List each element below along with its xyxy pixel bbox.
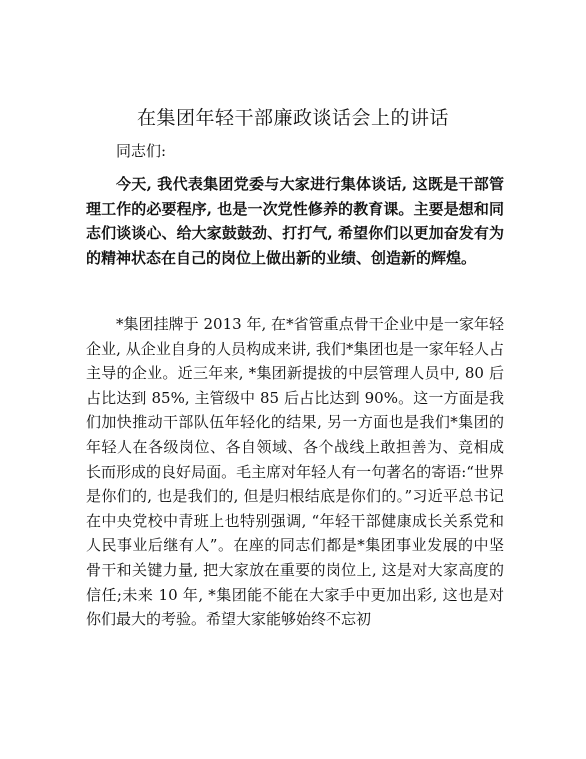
salutation: 同志们:: [116, 142, 167, 160]
document-title: 在集团年轻干部廉政谈话会上的讲话: [136, 107, 449, 129]
paragraph-body: *集团挂牌于 2013 年, 在*省管重点骨干企业中是一家年轻企业, 从企业自身的人员构成来讲, 我们*集团也是一家年轻人占主导的企业。近三年来, *集团新提拔的中层管理人员中, 80 后占比达到 85%, 主管级中 85 后占比达到 90%。这一方面是我们加快推动干部队伍年轻化的结果, 另一方面也是我们*集团的年轻人在各级岗位、各自领域、各个战线上敢担善为、竞相成长而形成的良好局面。毛主席对年轻人有一句著名的寄语:“世界是你们的, 也是我们的, 但是归根结底是你们的。”习近平总书记在中央党校中青班上也特别强调, “年轻干部健康成长关系党和人民事业后继有人”。在座的同志们都是*集团事业发展的中坚骨干和关键力量, 把大家放在重要的岗位上, 这是对大家高度的信任;未来 10 年, *集团能不能在大家手中更加出彩, 这也是对你们最大的考验。希望大家能够始终不忘初: [86, 315, 504, 629]
paragraph-intro: 今天, 我代表集团党委与大家进行集体谈话, 这既是干部管理工作的必要程序, 也是一次党性修养的教育课。主要是想和同志们谈谈心、给大家鼓鼓劲、打打气, 希望你们以更加奋发有为的精神状态在自己的岗位上做出新的业绩、创造新的辉煌。: [86, 175, 504, 267]
